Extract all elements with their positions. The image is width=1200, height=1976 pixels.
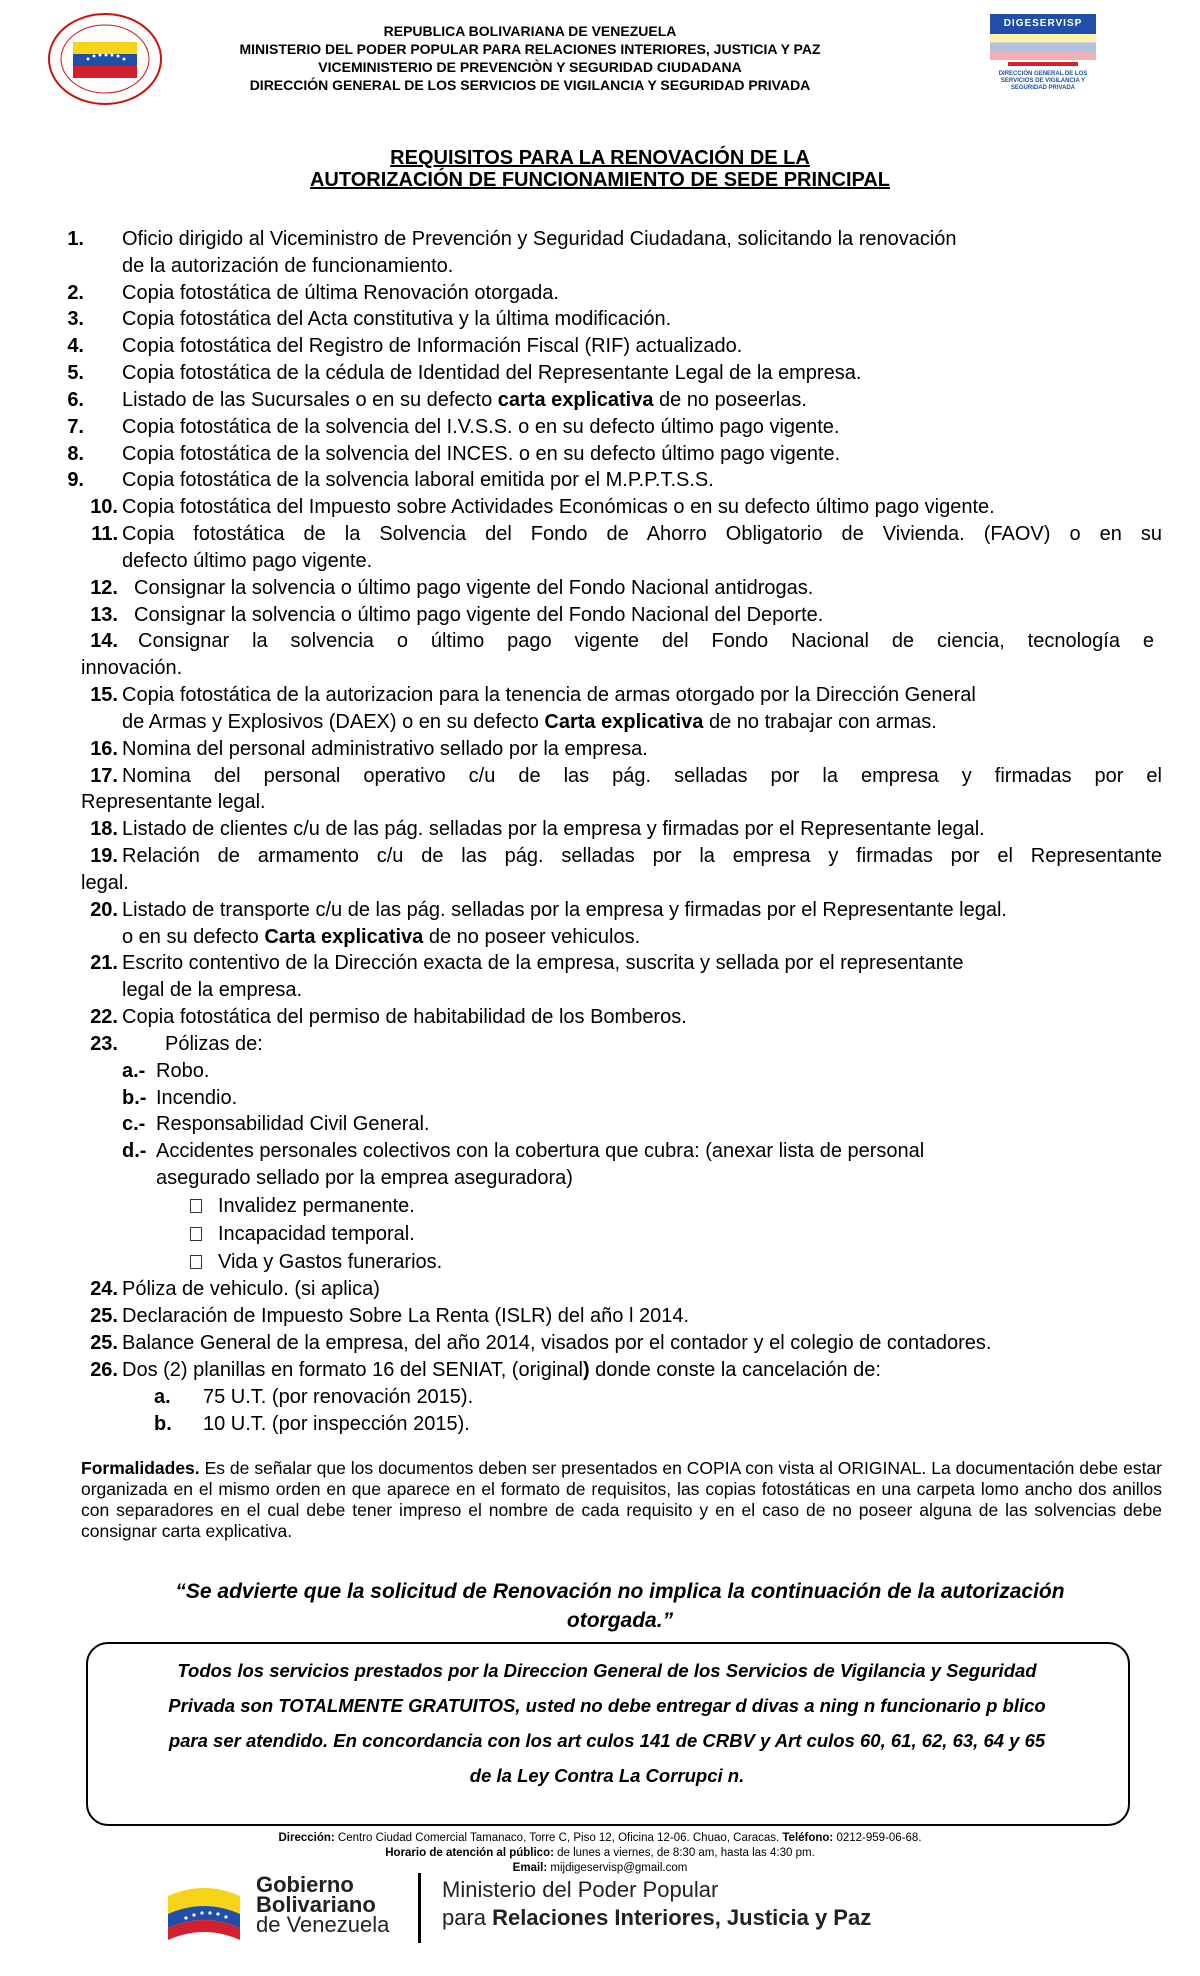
footer-divider — [418, 1873, 421, 1943]
item-text: Pólizas de: — [165, 1033, 263, 1055]
item-number: 23. — [90, 1033, 118, 1055]
notice-line: de la Ley Contra La Corrupci n. — [469, 1765, 745, 1786]
item-number: 22. — [90, 1006, 118, 1028]
list-item-continuation — [0, 924, 1200, 950]
title-line-2: AUTORIZACIÓN DE FUNCIONAMIENTO DE SEDE PRINCIPAL — [309, 169, 891, 191]
item-text: Oficio dirigido al Viceministro de Prevención y Seguridad Ciudadana, solicitando la renovación — [122, 228, 957, 250]
item-text: Copia fotostática de la solvencia del INCES. o en su defecto último pago vigente. — [122, 443, 841, 465]
list-item — [0, 950, 1200, 976]
sub-item-text: Incendio. — [156, 1087, 238, 1109]
item-number: 19. — [90, 845, 118, 867]
checkbox-glyph-icon — [190, 1255, 202, 1269]
item-number: 9. — [67, 469, 84, 491]
sub-item — [0, 1411, 1200, 1437]
item-text: o en su defecto Carta explicativa de no poseer vehiculos. — [122, 926, 641, 948]
list-item — [0, 1031, 1200, 1057]
item-text: Representante legal. — [81, 791, 266, 813]
item-number: 21. — [90, 952, 118, 974]
list-item — [0, 306, 1200, 332]
item-text: Copia fotostática de la cédula de Identidad del Representante Legal de la empresa. — [122, 362, 862, 384]
item-text: Balance General de la empresa, del año 2014, visados por el contador y el colegio de contadores. — [122, 1332, 992, 1354]
gob-line: Gobierno — [256, 1872, 354, 1897]
checkbox-glyph-icon — [190, 1199, 202, 1213]
item-text: Copia fotostática de la autorizacion para la tenencia de armas otorgado por la Dirección General — [122, 684, 976, 706]
digeservisp-logo-caption: DIRECCIÓN GENERAL DE LOS SERVICIOS DE VIGILANCIA Y SEGURIDAD PRIVADA — [998, 71, 1088, 91]
item-text: Consignar la solvencia o último pago vigente del Fondo Nacional de ciencia, tecnología e — [138, 630, 1154, 652]
bullet-item — [0, 1193, 1200, 1219]
sub-item-text: Accidentes personales colectivos con la cobertura que cubra: (anexar lista de personal — [156, 1140, 925, 1162]
sub-item-text: 75 U.T. (por renovación 2015). — [203, 1386, 474, 1408]
item-number: 15. — [90, 684, 118, 706]
item-number: 7. — [67, 416, 84, 438]
item-text: legal de la empresa. — [122, 979, 303, 1001]
list-item — [0, 467, 1200, 493]
gob-line: Bolivariano — [256, 1892, 376, 1917]
bullet-item-text: Incapacidad temporal. — [190, 1221, 415, 1247]
item-number: 1. — [67, 228, 84, 250]
item-number: 20. — [90, 899, 118, 921]
footer-email: Email: mijdigeservisp@gmail.com — [512, 1862, 688, 1874]
bullet-item-text: Invalidez permanente. — [190, 1193, 415, 1219]
gobierno-bolivariano-wordmark — [256, 1872, 390, 1937]
list-item-continuation — [0, 789, 1200, 815]
list-item — [0, 897, 1200, 923]
item-number: 25. — [90, 1305, 118, 1327]
item-text: Listado de las Sucursales o en su defecto carta explicativa de no poseerlas. — [122, 389, 807, 411]
item-number: 3. — [67, 308, 84, 330]
item-number: 11. — [91, 523, 118, 545]
sub-item — [0, 1085, 1200, 1111]
item-text: de Armas y Explosivos (DAEX) o en su defecto Carta explicativa de no trabajar con armas. — [122, 711, 937, 733]
list-item — [0, 441, 1200, 467]
formalidades-paragraph — [81, 1458, 1162, 1542]
list-item — [0, 575, 1200, 601]
bullet-item-text: Vida y Gastos funerarios. — [190, 1249, 442, 1275]
item-text: Copia fotostática del permiso de habitabilidad de los Bomberos. — [122, 1006, 687, 1028]
item-number: 12. — [90, 577, 118, 599]
notice-line: Todos los servicios prestados por la Direccion General de los Servicios de Vigilancia y Seguridad — [177, 1660, 1037, 1681]
list-item — [0, 682, 1200, 708]
mpp-line-1: Ministerio del Poder Popular — [442, 1877, 719, 1902]
list-item — [0, 521, 1200, 547]
sub-item-letter: a.- — [122, 1060, 146, 1082]
item-number: 5. — [67, 362, 84, 384]
item-number: 24. — [90, 1278, 118, 1300]
item-number: 6. — [67, 389, 84, 411]
item-text: Consignar la solvencia o último pago vigente del Fondo Nacional antidrogas. — [134, 577, 814, 599]
notice-line: Privada son TOTALMENTE GRATUITOS, usted no debe entregar d divas a ning n funcionario p blico — [168, 1695, 1046, 1716]
sub-item-text: Robo. — [156, 1060, 210, 1082]
checkbox-glyph-icon — [190, 1227, 202, 1241]
sub-item — [0, 1111, 1200, 1137]
free-services-notice-text — [110, 1653, 1104, 1793]
item-text: Listado de clientes c/u de las pág. selladas por la empresa y firmadas por el Representante legal. — [122, 818, 985, 840]
digeservisp-logo-text: DIGESERVISP — [990, 14, 1096, 34]
sub-item — [0, 1138, 1200, 1164]
sub-item-letter: b.- — [122, 1087, 147, 1109]
list-item-continuation — [0, 870, 1200, 896]
list-item — [0, 816, 1200, 842]
warning-line-1: “Se advierte que la solicitud de Renovación no implica la continuación de la autorización — [175, 1580, 1065, 1603]
header-line: DIRECCIÓN GENERAL DE LOS SERVICIOS DE VIGILANCIA Y SEGURIDAD PRIVADA — [249, 77, 811, 93]
item-text: Consignar la solvencia o último pago vigente del Fondo Nacional del Deporte. — [134, 604, 824, 626]
item-text: Copia fotostática de última Renovación otorgada. — [122, 282, 559, 304]
list-item — [0, 1276, 1200, 1302]
sub-item — [0, 1384, 1200, 1410]
item-number: 8. — [67, 443, 84, 465]
list-item — [0, 226, 1200, 252]
list-item — [0, 494, 1200, 520]
ministerio-seal-logo — [46, 12, 164, 107]
footer-hours: Horario de atención al público: de lunes a viernes, de 8:30 am, hasta las 4:30 pm. — [385, 1847, 815, 1859]
mpp-line-2: para Relaciones Interiores, Justicia y Paz — [442, 1905, 872, 1930]
gob-line: de Venezuela — [256, 1912, 390, 1937]
list-item — [0, 360, 1200, 386]
item-text: Copia fotostática de la Solvencia del Fondo de Ahorro Obligatorio de Vivienda. (FAOV) o en su — [122, 523, 1162, 545]
list-item-continuation — [0, 977, 1200, 1003]
header-line: REPUBLICA BOLIVARIANA DE VENEZUELA — [383, 23, 677, 39]
item-number: 18. — [90, 818, 118, 840]
item-text: Copia fotostática de la solvencia del I.V.S.S. o en su defecto último pago vigente. — [122, 416, 840, 438]
list-item — [0, 736, 1200, 762]
bullet-item — [0, 1249, 1200, 1275]
item-text: Copia fotostática del Impuesto sobre Actividades Económicas o en su defecto último pago vigente. — [122, 496, 995, 518]
item-number: 10. — [90, 496, 118, 518]
item-text: Copia fotostática de la solvencia laboral emitida por el M.P.P.T.S.S. — [122, 469, 714, 491]
item-text: legal. — [81, 872, 129, 894]
formalidades-text: Es de señalar que los documentos deben ser presentados en COPIA con vista al ORIGINAL. La documentación debe estar organizada en el mismo orden en que aparece en el formato de requisitos, las copias fotostáticas en una carpeta lomo ancho dos anillos con separadores en el cual debe tener impreso el nombre de cada requisito y en el caso de no poseer alguna de las solvencias debe consignar carta explicativa. — [81, 1458, 1162, 1541]
item-text: Nomina del personal operativo c/u de las pág. selladas por la empresa y firmadas por el — [122, 765, 1162, 787]
item-number: 25. — [90, 1332, 118, 1354]
item-number: 26. — [90, 1359, 118, 1381]
item-text: Listado de transporte c/u de las pág. selladas por la empresa y firmadas por el Representante legal. — [122, 899, 1007, 921]
item-text: Copia fotostática del Acta constitutiva y la última modificación. — [122, 308, 672, 330]
list-item — [0, 843, 1200, 869]
item-number: 13. — [90, 604, 118, 626]
item-text: Escrito contentivo de la Dirección exacta de la empresa, suscrita y sellada por el representante — [122, 952, 964, 974]
list-item — [0, 414, 1200, 440]
list-item — [0, 763, 1200, 789]
list-item — [0, 387, 1200, 413]
item-text: Copia fotostática del Registro de Información Fiscal (RIF) actualizado. — [122, 335, 743, 357]
item-text: Nomina del personal administrativo sellado por la empresa. — [122, 738, 648, 760]
item-text: Dos (2) planillas en formato 16 del SENIAT, (original) donde conste la cancelación de: — [122, 1359, 881, 1381]
list-item-continuation — [0, 253, 1200, 279]
list-item — [0, 628, 1200, 654]
digeservisp-logo — [990, 14, 1096, 102]
item-number: 14. — [90, 630, 118, 652]
list-item-continuation — [0, 655, 1200, 681]
sub-item-text: asegurado sellado por la emprea aseguradora) — [156, 1167, 573, 1189]
item-number: 4. — [67, 335, 84, 357]
sub-item-letter: b. — [154, 1413, 172, 1435]
list-item — [0, 602, 1200, 628]
sub-item-letter: c.- — [122, 1113, 146, 1135]
sub-item-continuation — [0, 1165, 1200, 1191]
warning-quote — [100, 1577, 1140, 1635]
list-item — [0, 280, 1200, 306]
header-line: VICEMINISTERIO DE PREVENCIÒN Y SEGURIDAD CIUDADANA — [318, 59, 742, 75]
ministerio-wordmark — [442, 1876, 871, 1932]
footer-address: Dirección: Centro Ciudad Comercial Tamanaco, Torre C, Piso 12, Oficina 12-06. Chuao, Caracas. Teléfono: 0212-959-06-68. — [278, 1832, 922, 1844]
list-item — [0, 1303, 1200, 1329]
item-text: Declaración de Impuesto Sobre La Renta (ISLR) del año l 2014. — [122, 1305, 690, 1327]
item-text: innovación. — [81, 657, 183, 679]
item-number: 2. — [67, 282, 84, 304]
warning-line-2: otorgada.” — [566, 1609, 674, 1632]
list-item — [0, 1330, 1200, 1356]
formalidades-label: Formalidades. — [81, 1458, 200, 1478]
item-text: defecto último pago vigente. — [122, 550, 373, 572]
notice-line: para ser atendido. En concordancia con los art culos 141 de CRBV y Art culos 60, 61, 62, 63, 64 y 65 — [168, 1730, 1046, 1751]
sub-item-letter: a. — [154, 1386, 171, 1408]
header-block — [200, 22, 860, 94]
bullet-item — [0, 1221, 1200, 1247]
header-line: MINISTERIO DEL PODER POPULAR PARA RELACIONES INTERIORES, JUSTICIA Y PAZ — [239, 41, 821, 57]
page-title — [200, 147, 1000, 191]
sub-item-letter: d.- — [122, 1140, 147, 1162]
sub-item-text: Responsabilidad Civil General. — [156, 1113, 430, 1135]
list-item — [0, 1004, 1200, 1030]
sub-item — [0, 1058, 1200, 1084]
list-item-continuation — [0, 548, 1200, 574]
sub-item-text: 10 U.T. (por inspección 2015). — [203, 1413, 470, 1435]
item-number: 17. — [90, 765, 118, 787]
list-item — [0, 333, 1200, 359]
item-text: Relación de armamento c/u de las pág. selladas por la empresa y firmadas por el Representante — [122, 845, 1162, 867]
item-text: Póliza de vehiculo. (si aplica) — [122, 1278, 380, 1300]
list-item — [0, 1357, 1200, 1383]
title-line-1: REQUISITOS PARA LA RENOVACIÓN DE LA — [390, 147, 810, 169]
item-text: de la autorización de funcionamiento. — [122, 255, 454, 277]
list-item-continuation — [0, 709, 1200, 735]
item-number: 16. — [90, 738, 118, 760]
